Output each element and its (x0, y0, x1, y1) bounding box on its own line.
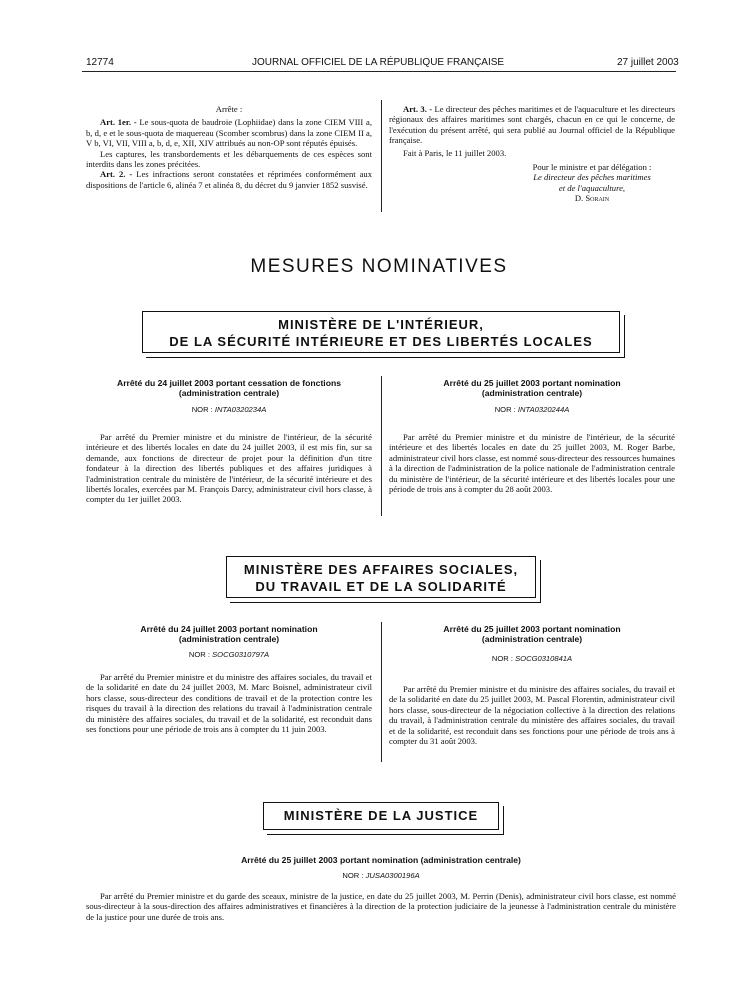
arrete-text: Par arrêté du Premier ministre et du ministre de l'intérieur, de la sécurité intérieure et des libertés locales en date du 24 juillet 2003, il est mis fin, sur sa demande, aux fonctions de directeur de projet pour la définition d'un titre fondateur à la direction des libertés publiques et des affaires juridiques à l'administration centrale du ministère de l'intérieur, de la sécurité intérieure et des libertés locales, exercées par M. François Darcy, administrateur civil hors classe, à compter du 1er juillet 2003. (86, 432, 372, 505)
nor-label: NOR : (491, 654, 513, 663)
column-separator (381, 100, 382, 212)
nor-reference (389, 405, 675, 414)
arrete-title-line2: (administration centrale) (178, 634, 280, 644)
ministry-affaires-sociales-title (226, 561, 536, 595)
arrete-title-line1: Arrêté du 25 juillet 2003 portant nomination (administration centrale) (241, 855, 521, 865)
ministry-interieur-box (142, 311, 620, 353)
arrete-int-left-body (86, 432, 372, 505)
ministry-justice-box (263, 802, 499, 830)
arrete-int-left-title (86, 378, 372, 398)
issue-date: 27 juillet 2003 (617, 57, 679, 68)
arrete-text: Par arrêté du Premier ministre et du ministre des affaires sociales, du travail et de la solidarité en date du 25 juillet 2003, M. Pascal Florentin, administrateur civil hors classe, sous-directeur de la négociation collective à la direction des relations du travail, à l'administration centrale du ministère des affaires sociales, du travail et de la solidarité, est reconduit dans ses fonctions pour une période de trois ans à compter du 31 août 2003. (389, 684, 675, 747)
column-separator (381, 622, 382, 762)
nor-label: NOR : (342, 871, 364, 880)
signature-block (509, 162, 675, 204)
nor-reference (86, 871, 676, 880)
arrete-text: Par arrêté du Premier ministre et du ministre de l'intérieur, de la sécurité intérieure et des libertés locales en date du 25 juillet 2003, M. Roger Barbe, administrateur civil hors classe, est nommé sous-directeur des ressources humaines à la direction de l'administration de la police nationale de l'administration centrale du ministère de l'intérieur, de la sécurité intérieure et des libertés locales pour une période de trois ans à compter du 28 août 2003. (389, 432, 675, 495)
arrete-soc-right-body (389, 684, 675, 746)
article-1 (86, 117, 372, 148)
arrete-title-line1: Arrêté du 25 juillet 2003 portant nomination (443, 624, 621, 634)
ministry-affaires-sociales-line2: DU TRAVAIL ET DE LA SOLIDARITÉ (255, 579, 507, 594)
ministry-affaires-sociales-box (226, 556, 536, 598)
article-2-text: Les infractions seront constatées et réprimées conformément aux dispositions de l'article 6, alinéa 7 et alinéa 8, du décret du 9 janvier 1852 susvisé. (86, 169, 373, 190)
top-left-column (86, 104, 372, 190)
nor-code: SOCG0310841A (515, 654, 573, 663)
arrete-title-line2: (administration centrale) (178, 388, 280, 398)
arrete-text: Par arrêté du Premier ministre et du garde des sceaux, ministre de la justice, en date du 25 juillet 2003, M. Perrin (Denis), administrateur civil hors classe, est nommé sous-directeur à la sous-direction des affaires administratives et financières à la direction de la protection judiciaire de la jeunesse à l'administration centrale du ministère de la justice pour une durée de trois ans. (86, 891, 676, 922)
arrete-title-line2: (administration centrale) (481, 634, 583, 644)
arrete-title-line1: Arrêté du 24 juillet 2003 portant nomination (140, 624, 318, 634)
signature-line-3: et de l'aquaculture, (558, 182, 626, 193)
article-1-label: Art. 1er. - (100, 117, 137, 128)
article-3 (389, 104, 675, 146)
ministry-interieur-line2: DE LA SÉCURITÉ INTÉRIEURE ET DES LIBERTÉS LOCALES (169, 334, 593, 349)
arrete-soc-left-title (86, 624, 372, 644)
journal-title: JOURNAL OFFICIEL DE LA RÉPUBLIQUE FRANÇAISE (252, 57, 505, 68)
arrete-label: Arrête : (215, 104, 243, 114)
article-2 (86, 169, 372, 190)
ministry-interieur-line1: MINISTÈRE DE L'INTÉRIEUR, (278, 317, 484, 332)
nor-code: SOCG0310797A (212, 650, 270, 659)
signature-name: D. Sorain (574, 193, 610, 204)
ministry-justice-title (263, 807, 499, 824)
nor-label: NOR : (494, 405, 516, 414)
signature-line-2: Le directeur des pêches maritimes (533, 172, 651, 183)
article-1-text: Le sous-quota de baudroie (Lophiidae) dans la zone CIEM VIII a, b, d, e et le sous-quota de maquereau (Scomber scombrus) dans la zone CIEM II a, V b, VI, VII, VIII a, b, d, e, XII, XIV attribués au non-OP sont réputés épuisés. (86, 117, 372, 149)
column-separator (381, 376, 382, 516)
arrete-justice-body (86, 891, 676, 922)
arrete-title-line1: Arrêté du 24 juillet 2003 portant cessation de fonctions (117, 378, 341, 388)
fait-a-paris: Fait à Paris, le 11 juillet 2003. (403, 147, 507, 158)
arrete-soc-right-title (389, 624, 675, 644)
article-3-label: Art. 3. - (403, 104, 433, 114)
nor-reference (86, 405, 372, 414)
arrete-text: Par arrêté du Premier ministre et du ministre des affaires sociales, du travail et de la solidarité en date du 24 juillet 2003, M. Marc Boisnel, administrateur civil hors classe, sous-directeur des conditions de travail et de la protection contre les risques du travail à la direction des relations du travail à l'administration centrale du ministère des affaires sociales, du travail et de la solidarité, est reconduit dans ses fonctions pour une période de trois ans à compter du 11 juin 2003. (86, 672, 372, 735)
nor-label: NOR : (188, 650, 210, 659)
section-title: MESURES NOMINATIVES (250, 256, 508, 277)
ministry-interieur-title (142, 316, 620, 350)
ministry-affaires-sociales-line1: MINISTÈRE DES AFFAIRES SOCIALES, (243, 562, 519, 577)
article-2-label: Art. 2. - (100, 169, 133, 180)
article-3-text: Le directeur des pêches maritimes et de l'aquaculture et les directeurs régionaux des affaires maritimes sont chargés, chacun en ce qui le concerne, de l'exécution du présent arrêté, qui sera publié au Journal officiel de la République française. (389, 104, 676, 146)
nor-code: INTA0320244A (517, 405, 570, 414)
arrete-title-line2: (administration centrale) (481, 388, 583, 398)
nor-label: NOR : (191, 405, 213, 414)
nor-code: INTA0320234A (214, 405, 267, 414)
arrete-title-line1: Arrêté du 25 juillet 2003 portant nomination (443, 378, 621, 388)
arrete-soc-left-body (86, 672, 372, 734)
ministry-justice-line1: MINISTÈRE DE LA JUSTICE (283, 808, 479, 823)
nor-reference (86, 650, 372, 659)
arrete-justice-title (86, 855, 676, 865)
nor-code: JUSA0300196A (365, 871, 420, 880)
arrete-int-right-body (389, 432, 675, 494)
top-right-column (389, 104, 675, 204)
header-rule (82, 71, 676, 72)
signature-line-1: Pour le ministre et par délégation : (532, 162, 652, 173)
captures-paragraph: Les captures, les transbordements et les débarquements de ces espèces sont interdits dans les zones précitées. (86, 148, 372, 170)
page-number: 12774 (86, 57, 114, 68)
nor-reference (389, 654, 675, 663)
arrete-int-right-title (389, 378, 675, 398)
